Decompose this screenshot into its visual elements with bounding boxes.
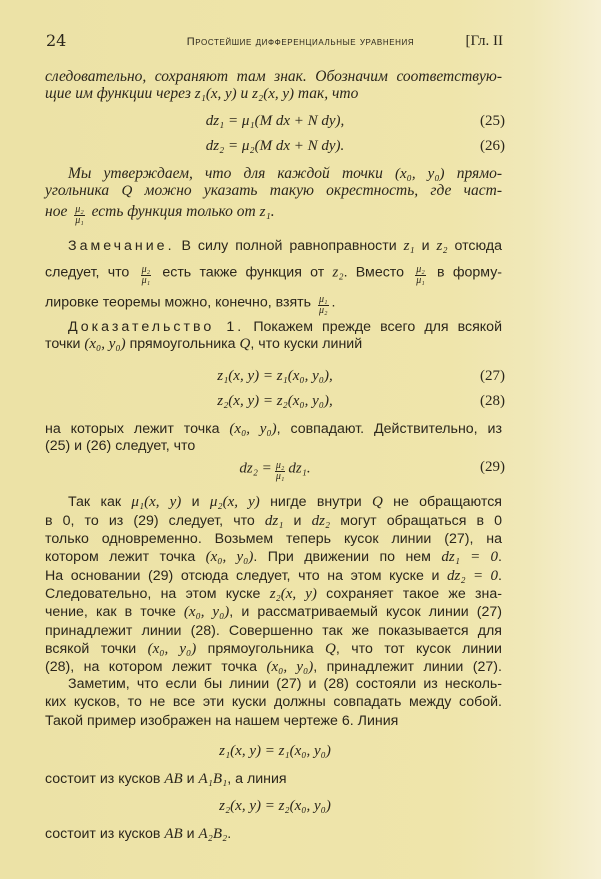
math-expression: z₁(x, y) = z₁(x₀, y₀) <box>219 743 331 759</box>
text-segment: следует, что <box>45 264 138 281</box>
math-expression: dz₁ = 0 <box>441 549 499 565</box>
text-segment: и <box>182 826 199 842</box>
math-expression: (x₀, y₀) <box>229 421 277 437</box>
equation-number: (27) <box>480 368 505 384</box>
text-segment: есть также функция от <box>154 264 333 281</box>
math-expression: dz₂ = <box>239 460 272 477</box>
text-line <box>45 640 502 660</box>
math-expression: Q <box>121 183 133 199</box>
text-segment: чение, как в точке <box>45 604 184 620</box>
text-segment: и <box>283 513 312 529</box>
text-segment: , принадлежит линии (27). <box>313 659 502 675</box>
math-expression: dz₂ = 0 <box>447 568 499 584</box>
math-expression: AB <box>164 826 183 842</box>
text-segment: . <box>498 568 502 584</box>
text-segment: Покажем прежде всего для всякой <box>244 319 502 335</box>
numerator: μ₁ <box>319 294 328 305</box>
fraction <box>318 295 329 316</box>
page-number: 24 <box>46 31 67 50</box>
math-expression: A₂B₂ <box>198 826 228 842</box>
math-expression: AB <box>164 771 183 787</box>
text-segment: принадлежит линии (28). Совершенно так же показывается для <box>45 623 502 639</box>
text-segment: , что тот кусок линии <box>335 641 502 657</box>
text-line <box>45 237 502 257</box>
text-segment: , и рассматриваемый кусок линии (27) <box>229 604 502 620</box>
equation <box>45 137 505 157</box>
text-segment: . <box>227 826 232 842</box>
text-line <box>45 770 502 790</box>
text-line <box>45 585 502 605</box>
math-expression: dz₁ = μ₁(M dx + N dy), <box>205 113 345 129</box>
chapter-label: [Гл. II <box>465 33 503 49</box>
numerator: μ₂ <box>416 264 425 275</box>
text-segment: есть функция только от <box>87 203 260 221</box>
fraction <box>141 265 152 286</box>
text-segment: в 0, то из (29) следует, что <box>45 513 265 529</box>
equation <box>45 458 505 482</box>
math-expression: z₂ <box>436 238 448 254</box>
text-segment: котором лежит точка <box>45 549 206 565</box>
spaced-heading: Замечание. <box>68 238 175 254</box>
text-segment: ное <box>45 203 72 221</box>
text-segment: . <box>270 203 275 221</box>
text-segment: На основании (29) отсюда следует, что на этом куске и <box>45 568 447 584</box>
math-expression: z₂(x, y) <box>269 586 317 602</box>
text-segment: нигде внутри <box>259 494 372 510</box>
text-segment: ких кусков, то не все эти куски должны совпадать между собой. <box>45 694 502 710</box>
text-segment: так, что <box>294 85 359 102</box>
denominator: μ₂ <box>319 305 328 316</box>
text-line <box>45 825 502 845</box>
math-expression: dz₁. <box>288 460 311 477</box>
text-segment: всякой точки <box>45 641 148 657</box>
text-line <box>45 548 502 568</box>
numerator: μ₂ <box>75 204 84 215</box>
equation <box>45 367 505 387</box>
text-segment: и <box>236 85 253 102</box>
math-expression: dz₂ <box>311 513 331 529</box>
math-expression: dz₁ <box>264 513 284 529</box>
running-title: Простейшие дифференциальные уравнения <box>186 36 415 48</box>
text-segment: Мы утверждаем, что для каждой точки <box>68 165 396 182</box>
text-segment: (28), на котором лежит точка <box>45 659 267 675</box>
math-expression: z₁(x, y) <box>194 86 237 102</box>
text-line <box>45 182 502 202</box>
text-segment: и <box>182 771 199 787</box>
equation-number: (29) <box>480 459 505 475</box>
text-line <box>45 437 502 457</box>
text-line <box>45 530 502 550</box>
text-segment: . <box>498 549 502 565</box>
text-segment: Заметим, что если бы линии (27) и (28) состояли из несколь- <box>68 676 502 692</box>
text-segment: Так как <box>68 494 132 510</box>
fraction <box>74 205 85 226</box>
text-line <box>45 622 502 642</box>
math-expression: Q <box>325 641 336 657</box>
text-segment: не обращаются <box>382 494 502 510</box>
math-expression: A₁B₁ <box>198 771 228 787</box>
equation <box>45 797 505 817</box>
text-segment: на которых лежит точка <box>45 421 230 437</box>
spaced-heading: Доказательство 1. <box>68 319 245 335</box>
text-line <box>45 712 502 732</box>
numerator: μ₂ <box>275 460 285 471</box>
text-segment: только одновременно. Возьмем теперь кусок линии (27), на <box>45 531 502 547</box>
denominator: μ₁ <box>275 471 285 482</box>
math-expression: (x₀, y₀) <box>147 641 197 657</box>
text-line <box>45 262 503 286</box>
equation-number: (25) <box>480 113 505 129</box>
text-line <box>45 202 502 226</box>
text-segment: лировке теоремы можно, конечно, взять <box>45 294 316 311</box>
text-segment: угольника <box>45 182 122 199</box>
text-segment: и <box>181 494 210 510</box>
text-segment: следовательно, сохраняют там знак. Обозначим соответствую- <box>45 68 502 85</box>
math-expression: z₁ <box>259 204 271 221</box>
text-segment: в форму- <box>428 264 503 281</box>
math-expression: z₁ <box>403 238 415 254</box>
text-segment: В силу полной равноправности <box>174 238 404 254</box>
text-line <box>45 512 502 532</box>
math-expression: (x₀, y₀) <box>266 659 314 675</box>
equation <box>45 112 505 132</box>
math-expression: (x₀, y₀) <box>84 336 126 352</box>
equation-number: (26) <box>480 138 505 154</box>
equation <box>45 392 505 412</box>
text-segment: точки <box>45 336 85 352</box>
text-segment: Такой пример изображен на нашем чертеже 6. Линия <box>45 713 399 729</box>
fraction <box>275 461 286 482</box>
text-segment: , что куски линий <box>250 336 363 352</box>
equation-number: (28) <box>480 393 505 409</box>
text-segment: состоит из кусков <box>45 826 165 842</box>
math-expression: μ₁(x, y) <box>131 494 182 510</box>
text-line <box>45 85 502 105</box>
text-segment: прямо- <box>444 165 502 182</box>
text-line <box>45 675 502 695</box>
text-segment: . <box>331 294 336 311</box>
numerator: μ₂ <box>141 264 151 275</box>
math-expression: z₂(x, y) = z₂(x₀, y₀) <box>219 798 331 814</box>
text-segment: отсюда <box>447 238 503 254</box>
text-line <box>45 292 502 316</box>
math-expression: (x₀, y₀) <box>395 166 445 182</box>
text-segment: Следовательно, на этом куске <box>45 586 270 602</box>
text-segment: , совпадают. Действительно, из <box>276 421 502 437</box>
math-expression: Q <box>371 494 383 510</box>
text-line <box>45 603 502 623</box>
denominator: μ₁ <box>141 275 151 286</box>
denominator: μ₁ <box>75 215 84 226</box>
math-expression: (x₀, y₀) <box>183 604 230 620</box>
text-segment: состоит из кусков <box>45 771 165 787</box>
text-segment: , а линия <box>227 771 287 787</box>
denominator: μ₁ <box>416 275 425 286</box>
text-segment: щие им функции через <box>45 85 195 102</box>
text-segment: (25) и (26) следует, что <box>45 438 196 454</box>
text-segment: . Вместо <box>343 264 413 281</box>
math-expression: z₁(x, y) = z₁(x₀, y₀), <box>217 368 333 384</box>
text-segment: прямоугольника <box>196 641 326 657</box>
text-segment: . При движении по нем <box>253 549 442 565</box>
math-expression: (x₀, y₀) <box>205 549 254 565</box>
text-segment: могут обращаться в 0 <box>330 513 503 529</box>
math-expression: z₂ <box>332 264 344 281</box>
text-line <box>45 693 502 713</box>
text-segment: можно указать такую окрестность, где част- <box>132 182 502 199</box>
text-segment: и <box>414 238 437 254</box>
text-line <box>45 493 502 513</box>
math-expression: dz₂ = μ₂(M dx + N dy). <box>205 138 345 154</box>
math-expression: z₂(x, y) = z₂(x₀, y₀), <box>217 393 333 409</box>
math-expression: z₂(x, y) <box>252 86 294 102</box>
math-expression: Q <box>239 336 251 352</box>
text-line <box>45 335 502 355</box>
text-segment: прямоугольника <box>125 336 240 352</box>
text-segment: сохраняет такое же зна- <box>316 586 502 602</box>
text-line <box>45 567 502 587</box>
fraction <box>415 265 426 286</box>
equation <box>45 742 505 762</box>
math-expression: μ₂(x, y) <box>209 494 260 510</box>
